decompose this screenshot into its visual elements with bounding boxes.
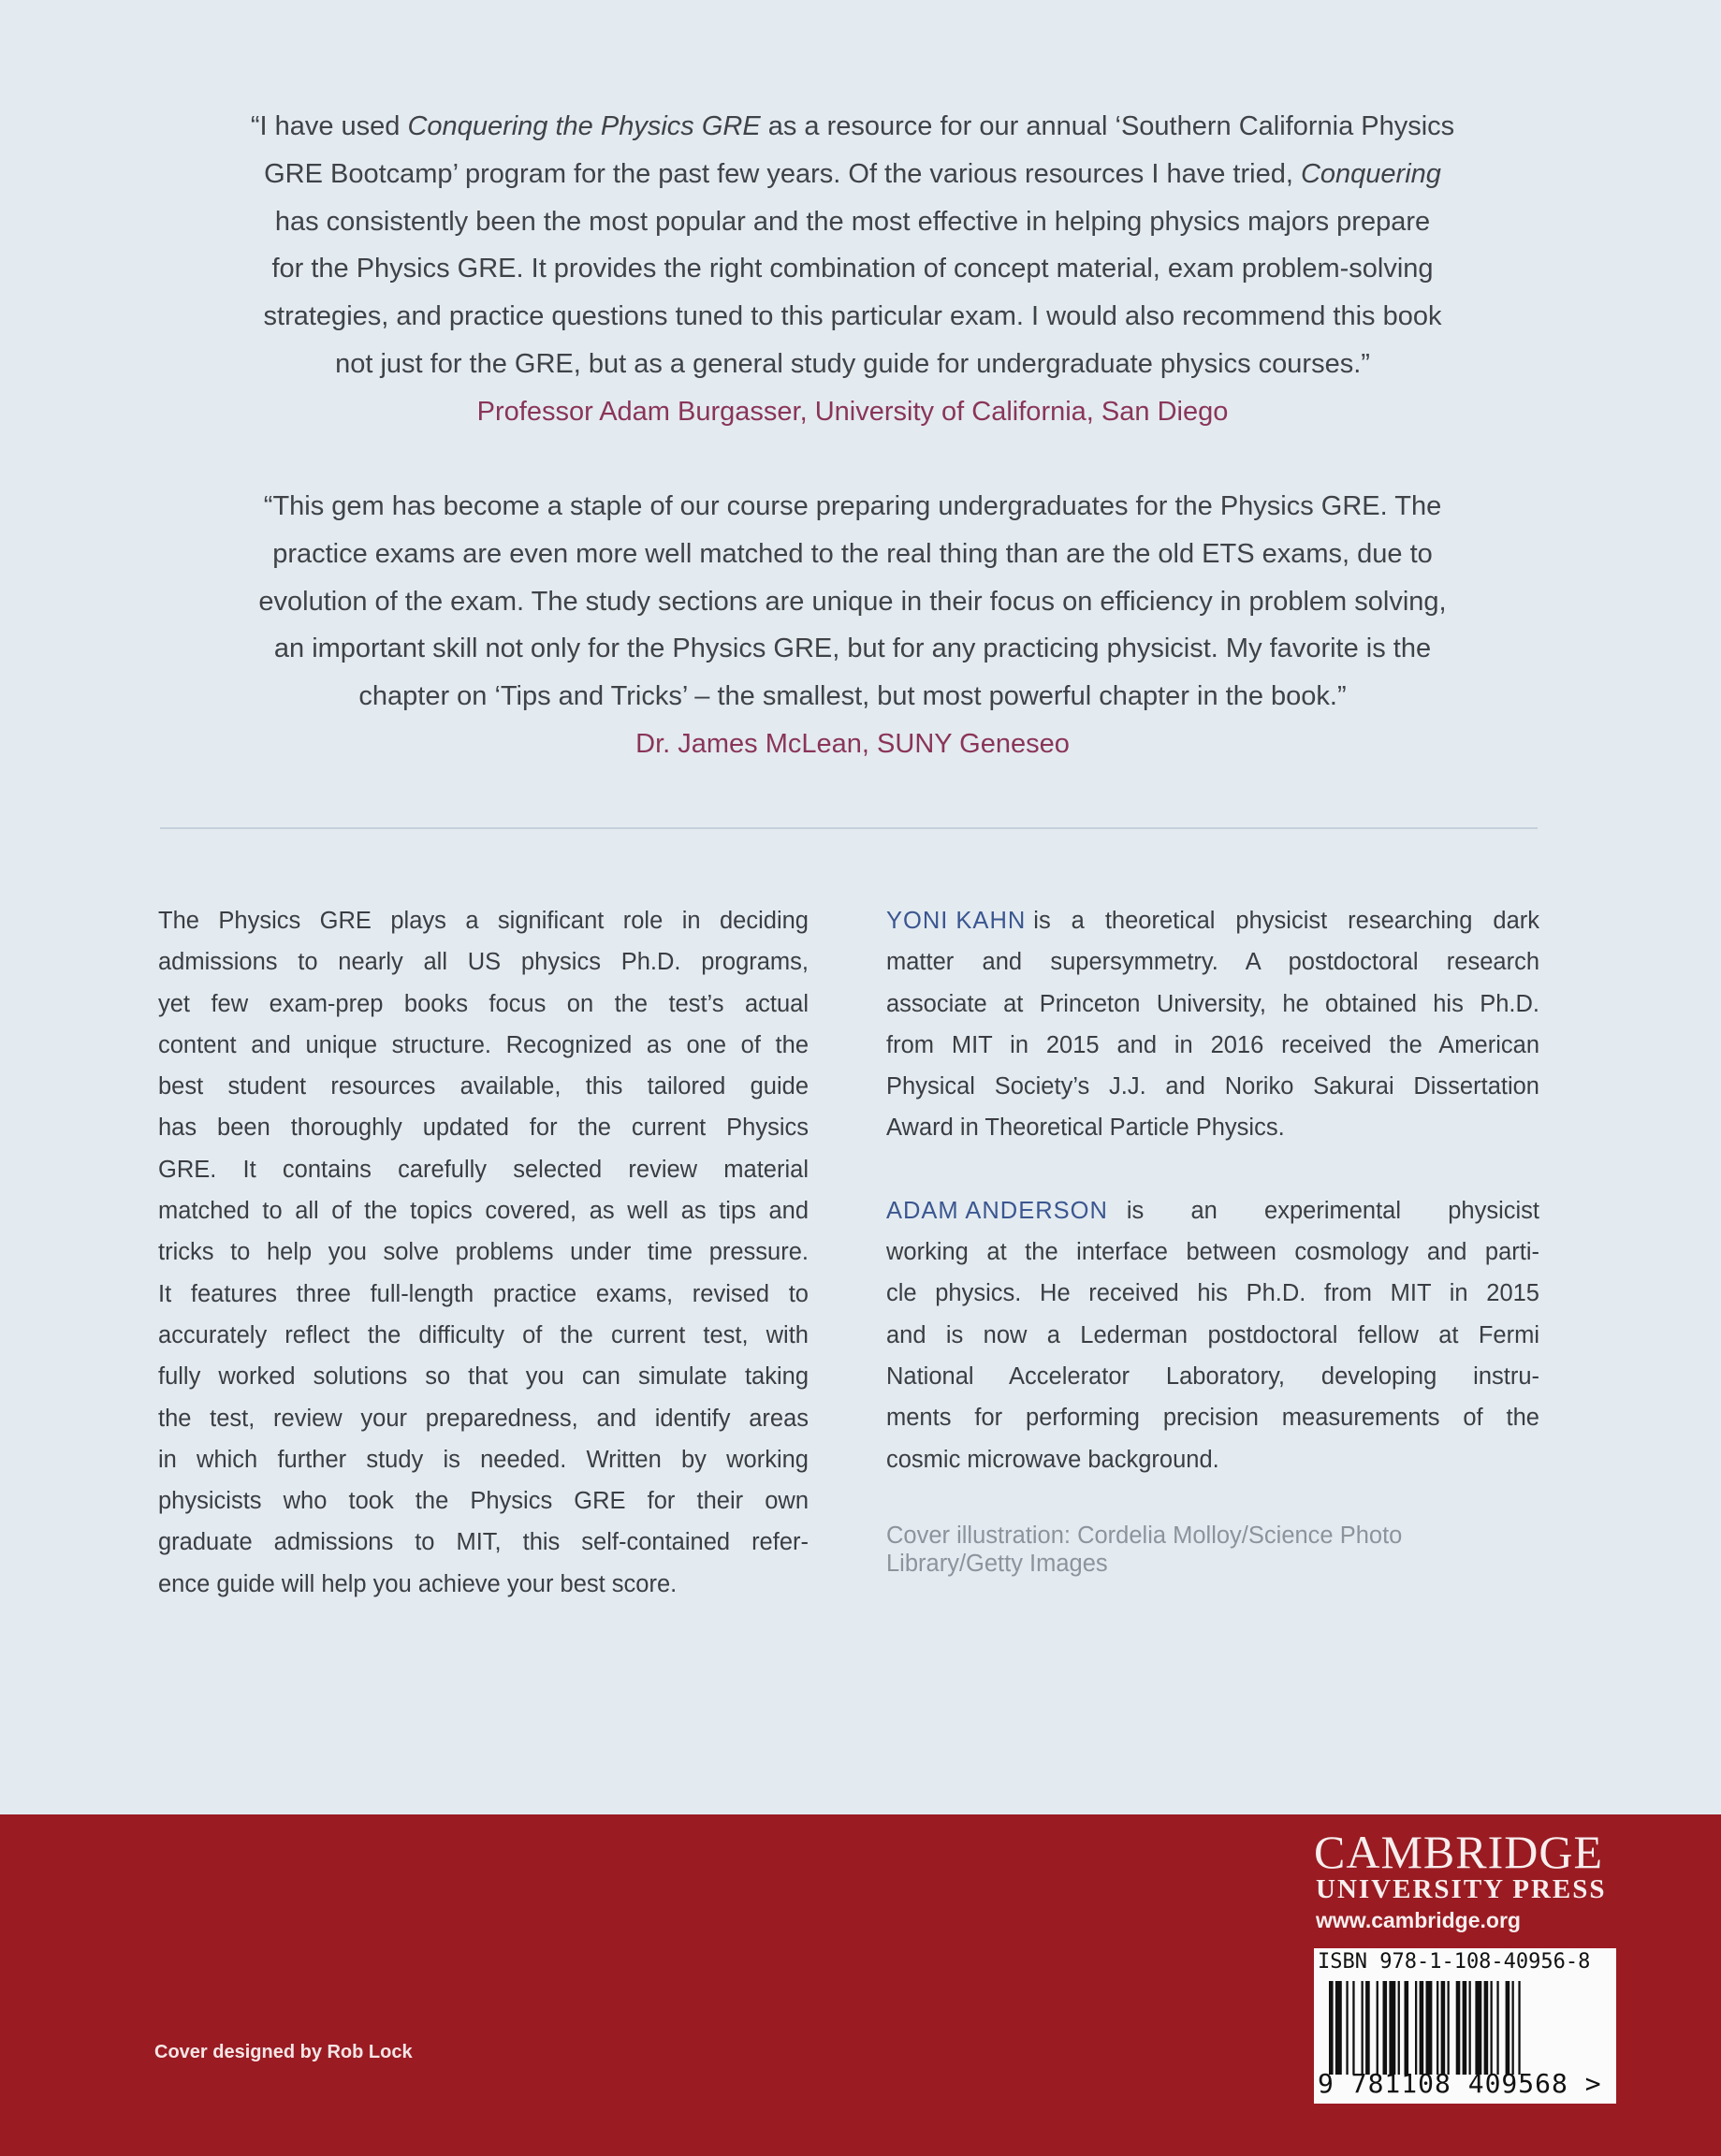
barcode-bar: [1426, 1981, 1433, 2075]
barcode-bar: [1377, 1981, 1378, 2075]
description-line: fully worked solutions so that you can simulate taking: [158, 1363, 809, 1391]
isbn-barcode: [1314, 1948, 1616, 2104]
quote-text: GRE Bootcamp’ program for the past few years. Of the various resources I have tried,: [264, 158, 1301, 189]
bio-line: Award in Theoretical Particle Physics.: [886, 1114, 1285, 1142]
bio-line: [886, 1190, 1539, 1231]
description-line: physicists who took the Physics GRE for their own: [158, 1488, 809, 1515]
quote-text: chapter on ‘Tips and Tricks’ – the smallest, but most powerful chapter in the book.”: [358, 681, 1347, 712]
barcode-bar: [1463, 1981, 1467, 2075]
bio-line: associate at Princeton University, he obtained his Ph.D.: [886, 990, 1539, 1017]
quote-line: [140, 198, 1565, 246]
quote-line: [140, 625, 1565, 673]
quote-text: has consistently been the most popular and the most effective in helping physics majors prepare: [274, 206, 1431, 237]
barcode-bar: [1491, 1981, 1493, 2075]
barcode-bar: [1484, 1981, 1489, 2075]
description-line: ence guide will help you achieve your best score.: [158, 1570, 678, 1597]
quote-line: [140, 103, 1565, 151]
quote-line: [140, 578, 1565, 626]
author-bio: [886, 1190, 1539, 1480]
barcode-bar: [1512, 1981, 1514, 2075]
isbn-label: ISBN 978-1-108-40956-8: [1318, 1950, 1591, 1974]
quote-text: not just for the GRE, but as a general study guide for undergraduate physics courses.”: [335, 348, 1370, 379]
book-title-italic: Conquering: [1300, 158, 1441, 189]
quote-text: strategies, and practice questions tuned to this particular exam. I would also recommend this book: [263, 301, 1442, 332]
quote-text: an important skill not only for the Physics GRE, but for any practicing physicist. My favorite is the: [273, 634, 1432, 664]
book-description: [158, 900, 809, 1605]
quote-text: as a resource for our annual ‘Southern California Physics: [760, 111, 1455, 141]
description-line: yet few exam-prep books focus on the test’s actual: [158, 990, 809, 1017]
quote-line: [140, 341, 1565, 388]
description-line: in which further study is needed. Written by working: [158, 1446, 809, 1473]
barcode-bar: [1420, 1981, 1424, 2075]
barcode-icon: [1329, 1981, 1610, 2080]
quote-text: evolution of the exam. The study sections are unique in their focus on efficiency in problem solving,: [258, 586, 1447, 617]
quote-text: “This gem has become a staple of our course preparing undergraduates for the Physics GRE. The: [263, 491, 1442, 521]
bio-line: [886, 900, 1539, 941]
description-line: admissions to nearly all US physics Ph.D. programs,: [158, 949, 809, 976]
barcode-bar: [1362, 1981, 1364, 2075]
barcode-bar: [1346, 1981, 1348, 2075]
barcode-bar: [1352, 1981, 1354, 2075]
quote-attribution: Dr. James McLean, SUNY Geneseo: [635, 728, 1070, 759]
quote-line: [140, 483, 1565, 531]
credit-line: Library/Getty Images: [886, 1550, 1108, 1577]
description-line: tricks to help you solve problems under time pressure.: [158, 1239, 809, 1266]
description-line: best student resources available, this tailored guide: [158, 1073, 809, 1100]
bio-line: from MIT in 2015 and in 2016 received the American: [886, 1031, 1539, 1058]
barcode-bar: [1335, 1981, 1342, 2075]
description-line: has been thoroughly updated for the current Physics: [158, 1114, 809, 1142]
bio-line: matter and supersymmetry. A postdoctoral research: [886, 949, 1539, 976]
bio-line: Physical Society’s J.J. and Noriko Sakurai Dissertation: [886, 1073, 1539, 1100]
quote-line: [140, 151, 1565, 198]
bio-line: ments for performing precision measurements of the: [886, 1405, 1539, 1432]
quote-text: practice exams are even more well matched to the real thing than are the old ETS exams, due to: [272, 538, 1433, 569]
quote-line: [140, 673, 1565, 721]
quote-line: [140, 531, 1565, 578]
barcode-bar: [1437, 1981, 1438, 2075]
bio-text: is a theoretical physicist researching dark: [1033, 908, 1539, 934]
barcode-bar: [1518, 1981, 1520, 2075]
bio-line: cle physics. He received his Ph.D. from MIT in 2015: [886, 1280, 1539, 1307]
cover-designer-credit: Cover designed by Rob Lock: [154, 2042, 413, 2062]
testimonial-mclean: [140, 483, 1565, 768]
cover-illustration-credit: [886, 1522, 1539, 1578]
quote-line: [140, 293, 1565, 341]
author-name: ADAM ANDERSON: [886, 1197, 1108, 1224]
quote-text: for the Physics GRE. It provides the right combination of concept material, exam problem-solving: [271, 254, 1434, 284]
barcode-bar: [1469, 1981, 1471, 2075]
barcode-bar: [1405, 1981, 1409, 2075]
barcode-bar: [1448, 1981, 1450, 2075]
barcode-bar: [1456, 1981, 1461, 2075]
bio-line: and is now a Lederman postdoctoral fellow at Fermi: [886, 1321, 1539, 1348]
barcode-bar: [1441, 1981, 1446, 2075]
barcode-bar: [1365, 1981, 1370, 2075]
bio-line: cosmic microwave background.: [886, 1446, 1219, 1473]
bio-line: National Accelerator Laboratory, developing instru-: [886, 1362, 1539, 1390]
bio-text: is an experimental physicist: [1126, 1197, 1539, 1224]
barcode-bar: [1475, 1981, 1481, 2075]
publisher-logo-name: CAMBRIDGE: [1314, 1826, 1604, 1878]
description-line: matched to all of the topics covered, as well as tips and: [158, 1198, 809, 1225]
description-line: It features three full-length practice exams, revised to: [158, 1280, 809, 1307]
divider: [160, 827, 1538, 829]
quote-attribution: Professor Adam Burgasser, University of California, San Diego: [476, 396, 1229, 427]
quote-text: “I have used: [250, 111, 408, 141]
barcode-bar: [1415, 1981, 1417, 2075]
barcode-bar: [1506, 1981, 1510, 2075]
description-line: The Physics GRE plays a significant role in deciding: [158, 908, 809, 934]
author-bios: [886, 900, 1539, 1578]
ean-number: 9 781108 409568 >: [1318, 2068, 1602, 2099]
barcode-bar: [1383, 1981, 1388, 2075]
description-line: GRE. It contains carefully selected review material: [158, 1156, 809, 1183]
barcode-bar: [1389, 1981, 1395, 2075]
quote-line: [140, 245, 1565, 293]
description-line: graduate admissions to MIT, this self-contained refer-: [158, 1529, 809, 1556]
publisher-band: [0, 1814, 1721, 2156]
description-line: accurately reflect the difficulty of the current test, with: [158, 1321, 809, 1348]
testimonial-burgasser: [140, 103, 1565, 436]
book-title-italic: Conquering the Physics GRE: [407, 111, 761, 141]
publisher-url: www.cambridge.org: [1316, 1908, 1521, 1932]
author-bio: [886, 900, 1539, 1149]
publisher-logo-subtitle: UNIVERSITY PRESS: [1316, 1874, 1607, 1904]
author-name: YONI KAHN: [886, 908, 1027, 934]
description-line: the test, review your preparedness, and identify areas: [158, 1405, 809, 1432]
barcode-bar: [1398, 1981, 1400, 2075]
bio-line: working at the interface between cosmology and parti-: [886, 1239, 1539, 1266]
description-line: content and unique structure. Recognized as one of the: [158, 1031, 809, 1058]
barcode-bar: [1496, 1981, 1498, 2075]
credit-line: Cover illustration: Cordelia Molloy/Science Photo: [886, 1522, 1403, 1549]
barcode-bar: [1329, 1981, 1334, 2075]
